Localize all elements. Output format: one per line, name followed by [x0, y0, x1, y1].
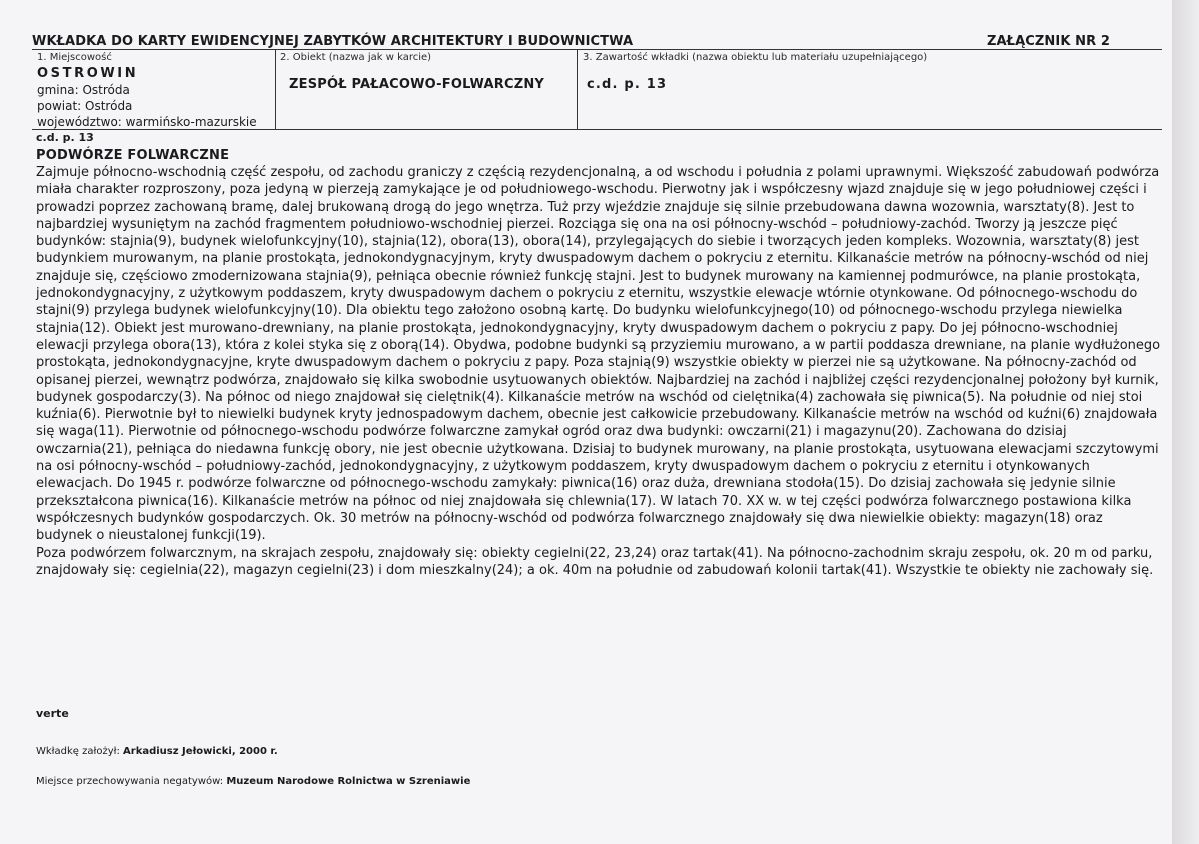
storage-label: Miejsce przechowywania negatywów:: [36, 776, 224, 787]
object-label: 2. Obiekt (nazwa jak w karcie): [280, 52, 432, 63]
box-top-rule: [32, 49, 1162, 50]
contents-label: 3. Zawartość wkładki (nazwa obiektu lub materiału uzupełniającego): [583, 52, 928, 63]
object-cell: [280, 52, 575, 92]
contents-cell: [583, 52, 1153, 92]
locality-label: 1. Miejscowość: [37, 52, 112, 63]
header-row: [32, 34, 1162, 50]
paragraph-1: Zajmuje północno-wschodnią część zespołu, od zachodu graniczy z częścią rezydencjonalną, a od wschodu i południa z polami uprawnymi. Większość zabudowań podwórza miała charakter rozproszony, poza jedyną w pierzeją zamykające je od południowego-wschodu. Pierwotny jak i współczesny wjazd znajduje się w jego południowej części i prowadzi poprzez zachowaną bramę, dalej brukowaną drogą do jego wnętrza. Tuż przy wjeździe znajduje się silnie przebudowana dawna wozownia, warsztaty(8). Jest to najbardziej wysuniętym na zachód fragmentem południowo-wschodniej pierzei. Rozciąga się ona na osi północny-wschód – południowy-zachód. Tworzy ją jeszcze pięć budynków: stajnia(9), budynek wielofunkcyjny(10), stajnia(12), obora(13), obora(14), przylegających do siebie i tworzących jeden kompleks. Wozownia, warsztaty(8) jest budynkiem murowanym, na planie prostokąta, jednokondygnacyjnym, kryty dwuspadowym dachem o pokryciu z eternitu. Kilkanaście metrów na północny-wschód od niej znajduje się, częściowo zmodernizowana stajnia(9), pełniąca obecnie również funkcję stajni. Jest to budynek murowany na kamiennej podmurówce, na planie prostokąta, jednokondygnacyjny, z użytkowym poddaszem, kryty dwuspadowym dachem o pokryciu z eternitu, wszystkie elewacje wtórnie otynkowane. Od północnego-wschodu do stajni(9) przylega budynek wielofunkcyjny(10). Dla obiektu tego założono osobną kartę. Do budynku wielofunkcyjnego(10) od północnego-wschodu przylega niewielka stajnia(12). Obiekt jest murowano-drewniany, na planie prostokąta, jednokondygnacyjny, kryty dwuspadowym dachem o pokryciu z papy. Do jej północno-wschodniej elewacji przylega obora(13), która z kolei styka się z oborą(14). Obydwa, podobne budynki są przyziemiu murowano, a w partii poddasza drewniane, na planie wydłużonego prostokąta, jednokondygnacyjne, kryte dwuspadowym dachem o pokryciu z papy. Poza stajnią(9) wszystkie obiekty w pierzei nie są użytkowane. Na północny-zachód od opisanej pierzei, wewnątrz podwórza, znajdowało się kilka swobodnie usytuowanych obiektów. Najbardziej na zachód i najbliżej części rezydencjonalnej położony był kurnik, budynek gospodarczy(3). Na północ od niego znajdował się cielętnik(4). Kilkanaście metrów na wschód od cielętnika(4) zachowała się piwnica(5). Na południe od niej stoi kuźnia(6). Pierwotnie był to niewielki budynek kryty jednospadowym dachem, obecnie jest całkowicie przebudowany. Kilkanaście metrów na wschód od kuźni(6) znajdowała się waga(11). Pierwotnie od północnego-wschodu podwórze folwarczne zamykał ogród oraz dwa budynki: owczarni(21) i magazynu(20). Zachowana do dzisiaj owczarnia(21), pełniąca do niedawna funkcję obory, nie jest obecnie użytkowana. Dzisiaj to budynek murowany, na planie prostokąta, usytuowana elewacjami szczytowymi na osi północny-wschód – południowy-zachód, jednokondygnacyjny, z użytkowym poddaszem, kryty dwuspadowym dachem o pokryciu z eternitu i otynkowanych elewacjach. Do 1945 r. podwórze folwarczne od północnego-wschodu zamykały: piwnica(16) oraz duża, drewniana stodoła(15). Do dzisiaj zachowała się jedynie silnie przekształcona piwnica(16). Kilkanaście metrów na północ od niej znajdowała się chlewnia(17). W latach 70. XX w. w tej części podwórza folwarcznego postawiona kilka współczesnych budynków gospodarczych. Ok. 30 metrów na północny-wschód od podwórza folwarcznego znajdowały się dwa niewielkie obiekty: magazyn(18) oraz budynek o nieustalonej funkcji(19).: [36, 165, 1161, 544]
continuation-note: c.d. p. 13: [36, 131, 94, 144]
author-label: Wkładkę założył:: [36, 746, 120, 757]
locality-cell: [37, 52, 272, 130]
document-title: WKŁADKA DO KARTY EWIDENCYJNEJ ZABYTKÓW ARCHITEKTURY I BUDOWNICTWA: [32, 34, 634, 49]
author-line: [36, 746, 278, 757]
object-name: ZESPÓŁ PAŁACOWO-FOLWARCZNY: [289, 77, 545, 92]
locality-name: OSTROWIN: [37, 66, 139, 81]
scan-edge: [1172, 0, 1199, 844]
storage-value: Muzeum Narodowe Rolnictwa w Szreniawie: [226, 776, 471, 787]
box-divider-1: [275, 49, 276, 130]
wojewodztwo-line: województwo: warmińsko-mazurskie: [37, 115, 257, 129]
gmina-line: gmina: Ostróda: [37, 83, 130, 97]
paragraph-2: Poza podwórzem folwarcznym, na skrajach zespołu, znajdowały się: obiekty cegielni(22, 23,24) oraz tartak(41). Na północno-zachodnim skraju zespołu, ok. 20 m od parku, znajdowały się: cegielnia(22), magazyn cegielni(23) i dom mieszkalny(24); a ok. 40m na południe od zabudowań kolonii tartak(41). Wszystkie te obiekty nie zachowały się.: [36, 545, 1154, 578]
powiat-line: powiat: Ostróda: [37, 99, 133, 113]
author-value: Arkadiusz Jełowicki, 2000 r.: [123, 746, 278, 757]
verte-note: verte: [36, 707, 69, 720]
box-divider-2: [577, 49, 578, 130]
body-text: [36, 164, 1162, 579]
storage-line: [36, 776, 470, 787]
annex-label: ZAŁĄCZNIK NR 2: [986, 34, 1110, 49]
contents-value: c.d. p. 13: [587, 77, 668, 92]
section-title: PODWÓRZE FOLWARCZNE: [36, 148, 230, 163]
